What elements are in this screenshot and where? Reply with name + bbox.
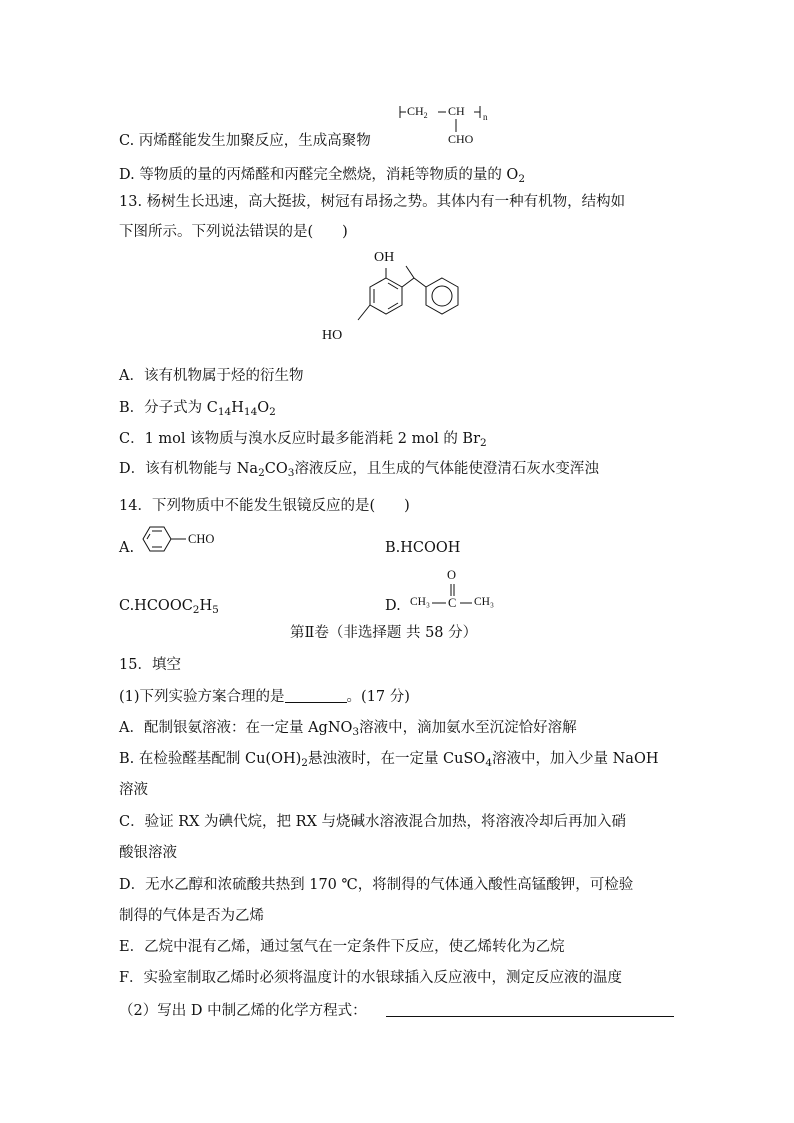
polymer-n: n [483, 112, 488, 122]
q13-c-sub: 2 [480, 437, 487, 449]
q15-sub1-blank[interactable] [285, 688, 347, 703]
q15-option-f: F．实验室制取乙烯时必须将温度计的水银球插入反应液中，测定反应液的温度 [119, 970, 623, 986]
q15-option-d-line2: 制得的气体是否为乙烯 [119, 908, 264, 924]
q13-b-sub3: 2 [269, 406, 276, 418]
q15-b-pre: B. 在检验醛基配制 Cu(OH) [119, 751, 302, 767]
q13-b-mid: H [231, 400, 244, 416]
q14-acetone [404, 568, 504, 614]
q15-sub1-pre: (1)下列实验方案合理的是 [119, 689, 285, 705]
q13-structure [318, 248, 478, 348]
q14-c-sub2: 5 [212, 604, 219, 616]
q13-d-pre: D．该有机物能与 Na [119, 461, 259, 477]
q14-d-c: C [448, 596, 457, 610]
polymer-ch: CH [448, 104, 465, 118]
q15-a-post: 溶液中，滴加氨水至沉淀恰好溶解 [359, 720, 577, 736]
q15-b-sub1: 2 [301, 757, 308, 769]
section-title: 第Ⅱ卷（非选择题 共 58 分） [290, 625, 478, 641]
q13-c-pre: C．1 mol 该物质与溴水反应时最多能消耗 2 mol 的 Br [119, 431, 481, 447]
q14-d-ch3-left: CH₃ [410, 596, 430, 608]
q14-benzaldehyde [136, 524, 226, 554]
q15-option-b-line2: 溶液 [119, 782, 148, 798]
q14-c-sub1: 2 [192, 604, 200, 616]
q13-stem-line2: 下图所示。下列说法错误的是( ) [119, 224, 348, 240]
polymer-ch2: CH [407, 104, 424, 118]
q13-option-b [119, 398, 276, 422]
q14-option-b: B.HCOOH [385, 540, 461, 556]
q13-b-mid2: O [257, 400, 270, 416]
q13-option-d [119, 459, 599, 483]
q15-a-pre: A．配制银氨溶液：在一定量 AgNO [119, 720, 353, 736]
q15-option-b-line1 [119, 749, 659, 773]
q15-sub2-answer-line[interactable] [386, 1016, 674, 1017]
q15-sub2: （2）写出 D 中制乙烯的化学方程式： [119, 1003, 367, 1019]
q14-option-a-label: A. [119, 540, 135, 556]
q13-stem-line1: 13. 杨树生长迅速，高大挺拔，树冠有昂扬之势。其体内有一种有机物，结构如 [119, 194, 626, 210]
q15-option-a [119, 718, 577, 742]
q14-d-o: O [447, 568, 457, 582]
q13-d-mid: CO [264, 461, 288, 477]
q14-a-cho: CHO [188, 532, 215, 546]
q13-d-post: 溶液反应，且生成的气体能使澄清石灰水变浑浊 [294, 461, 599, 477]
q12-option-d-sub: 2 [518, 173, 526, 185]
q13-d-sub2: 3 [287, 467, 295, 479]
polymer-structure: $CH_2$ CH n CHO [396, 100, 496, 148]
q13-ho-label: HO [322, 328, 343, 343]
q12-option-c: C. 丙烯醛能发生加聚反应，生成高聚物 [119, 133, 371, 149]
q15-title: 15．填空 [119, 657, 181, 673]
q13-option-a: A．该有机物属于烃的衍生物 [119, 368, 304, 384]
q15-b-post: 溶液中，加入少量 NaOH [492, 751, 659, 767]
q13-b-pre: B．分子式为 C [119, 400, 218, 416]
q15-option-c-line1: C．验证 RX 为碘代烷，把 RX 与烧碱水溶液混合加热，将溶液冷却后再加入硝 [119, 814, 627, 830]
q15-a-sub: 3 [352, 726, 360, 738]
q13-option-c [119, 429, 487, 453]
q14-option-c [119, 596, 219, 620]
q14-c-mid: H [199, 598, 213, 614]
q15-b-sub2: 4 [485, 757, 493, 769]
q15-sub1-post: 。(17 分) [346, 689, 410, 705]
q15-option-c-line2: 酸银溶液 [119, 845, 177, 861]
q13-b-sub1: 14 [217, 406, 232, 418]
q14-option-d-label: D. [385, 598, 401, 614]
q13-d-sub1: 2 [258, 467, 265, 479]
q12-option-d [119, 165, 525, 189]
q15-option-e: E．乙烷中混有乙烯，通过氢气在一定条件下反应，使乙烯转化为乙烷 [119, 939, 565, 955]
q13-oh-label: OH [374, 250, 395, 265]
q14-c-pre: C.HCOOC [119, 598, 193, 614]
q12-option-d-text: D. 等物质的量的丙烯醛和丙醛完全燃烧，消耗等物质的量的 O [119, 167, 519, 183]
polymer-cho: CHO [448, 132, 474, 146]
q14-d-ch3-right: CH₃ [474, 596, 494, 608]
q15-sub1 [119, 687, 410, 707]
q13-b-sub2: 14 [243, 406, 258, 418]
q15-b-mid: 悬浊液时，在一定量 CuSO [307, 751, 486, 767]
q14-stem: 14．下列物质中不能发生银镜反应的是( ) [119, 498, 410, 514]
q15-option-d-line1: D．无水乙醇和浓硫酸共热到 170 ℃，将制得的气体通入酸性高锰酸钾，可检验 [119, 877, 634, 893]
